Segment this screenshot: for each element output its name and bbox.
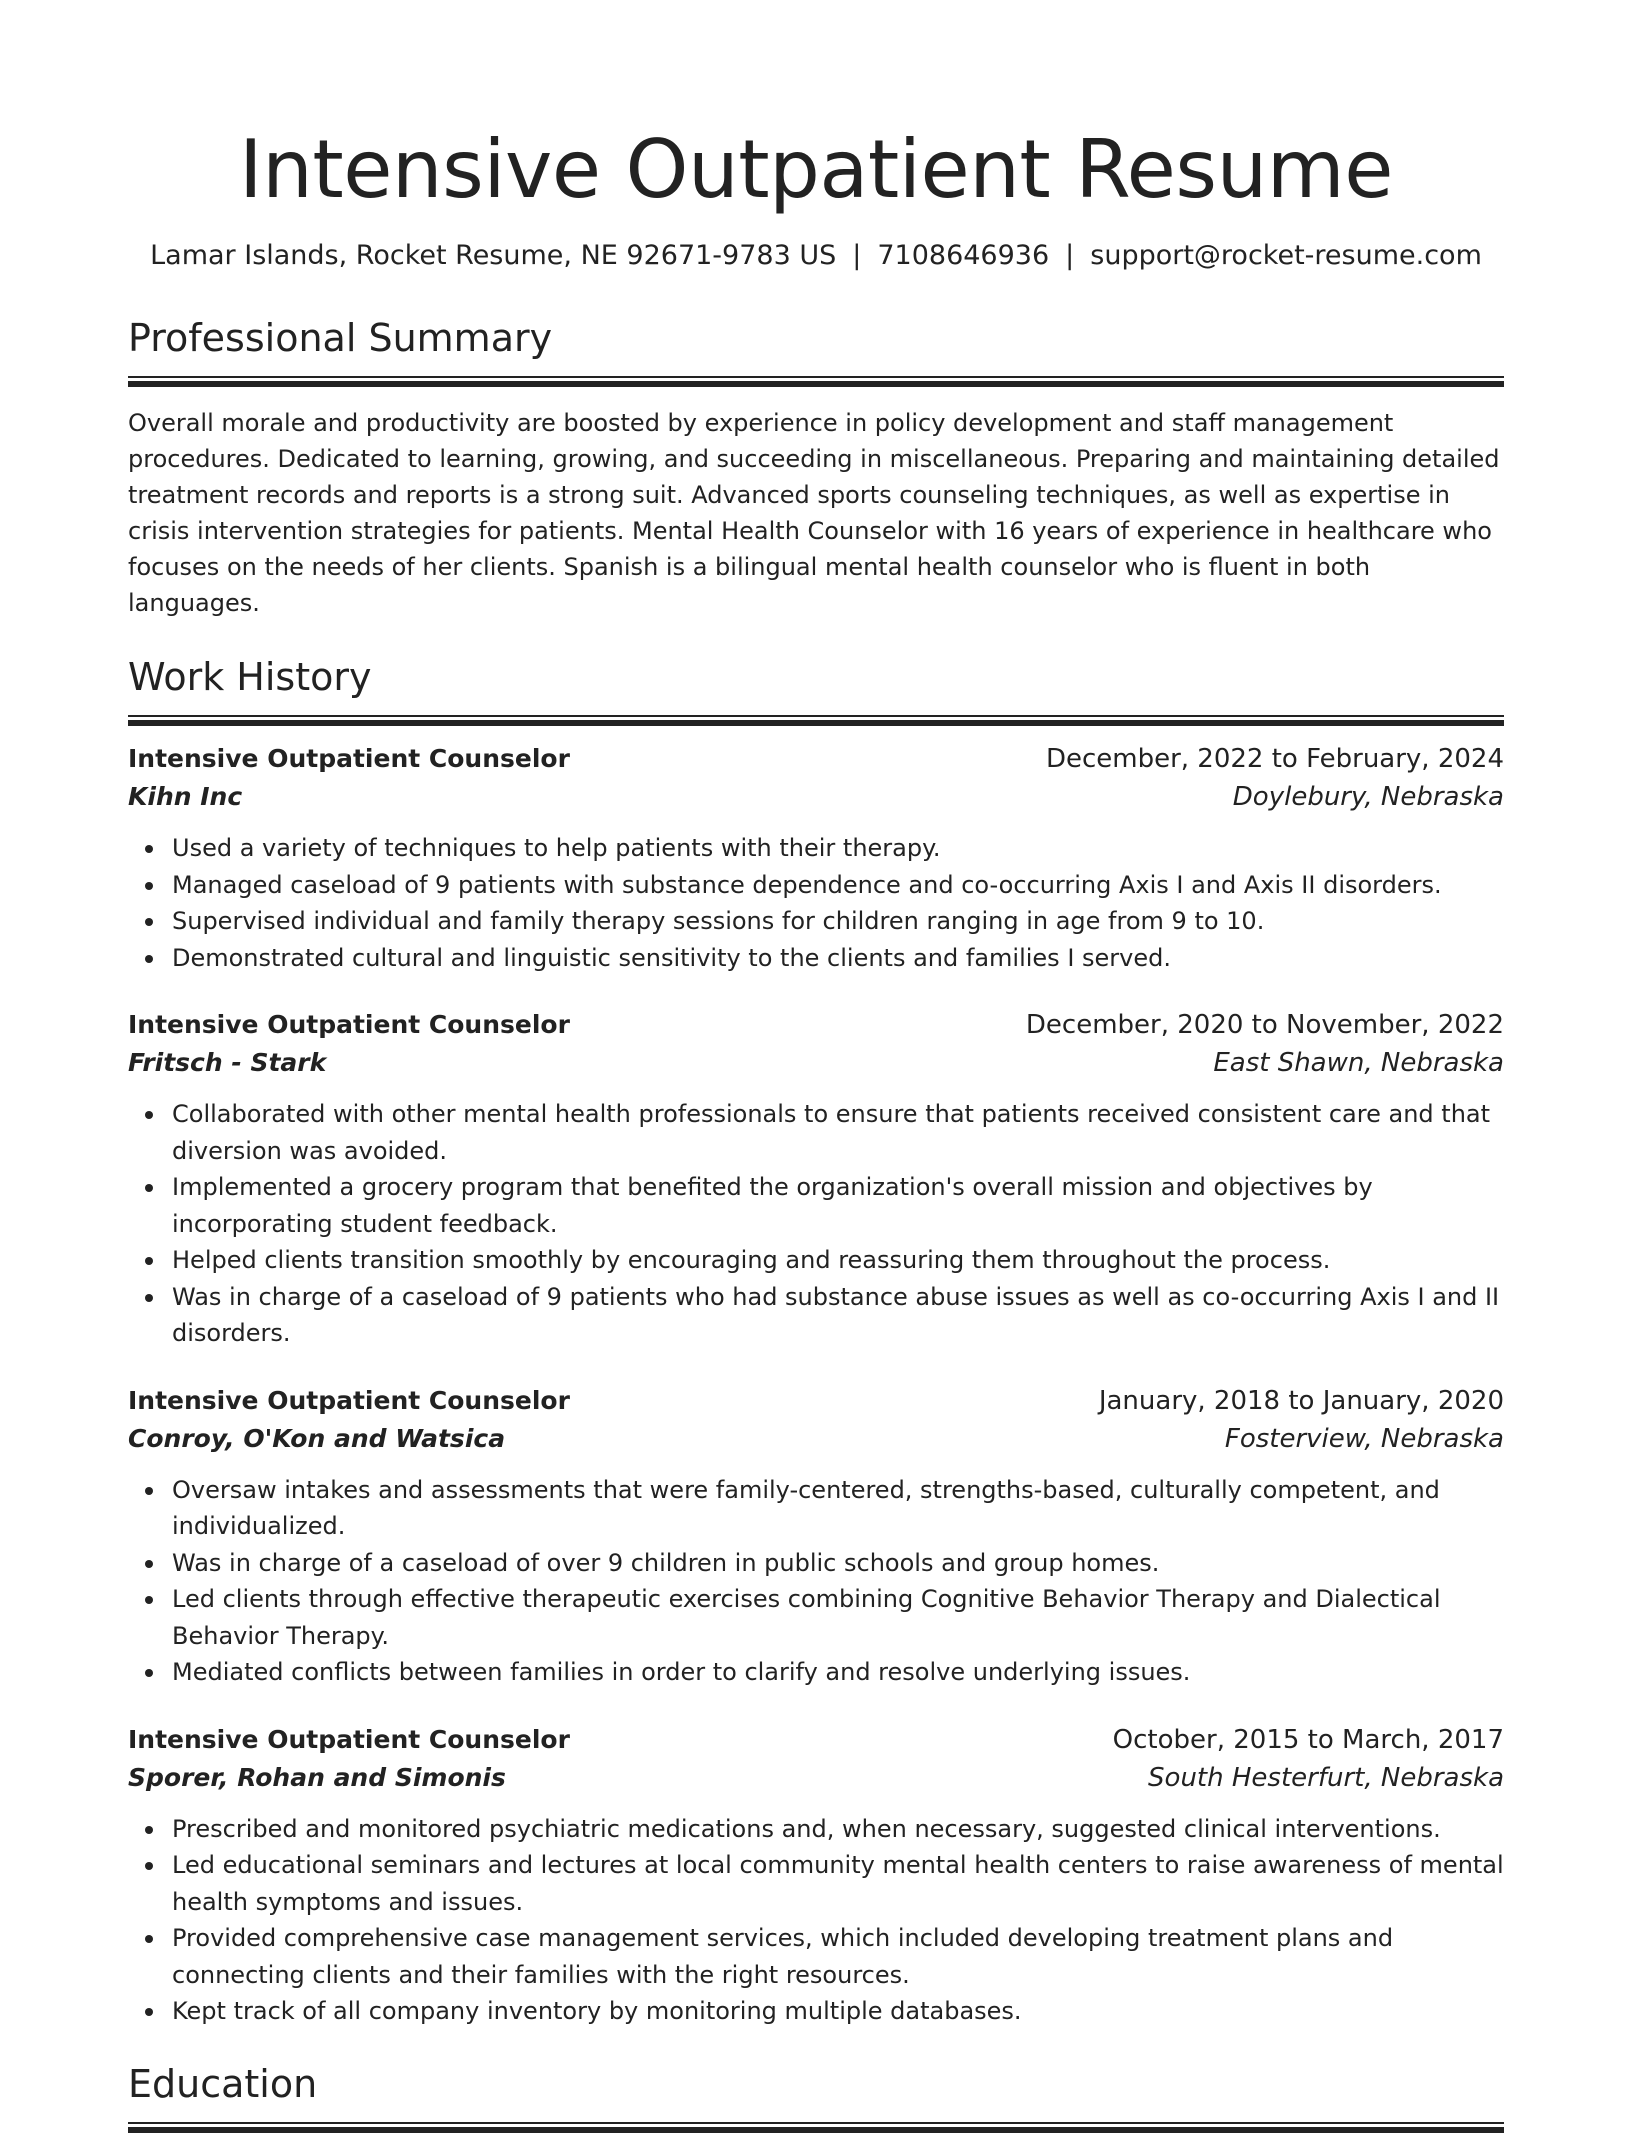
education-section	[128, 2060, 1504, 2133]
job-bullet: Prescribed and monitored psychiatric medications and, when necessary, suggested clinical interventions.	[172, 1811, 1504, 1848]
job-header	[128, 740, 1504, 778]
job-bullet: Used a variety of techniques to help patients with their therapy.	[172, 830, 1504, 867]
contact-line	[128, 238, 1504, 274]
job-bullet: Demonstrated cultural and linguistic sensitivity to the clients and families I served.	[172, 940, 1504, 977]
job-subheader	[128, 1420, 1504, 1458]
job-location: Doylebury, Nebraska	[1232, 782, 1504, 812]
section-divider-thick	[128, 2127, 1504, 2133]
contact-phone: 7108646936	[877, 240, 1050, 271]
job-bullet: Collaborated with other mental health professionals to ensure that patients received consistent care and that diversion was avoided.	[172, 1096, 1504, 1169]
summary-text: Overall morale and productivity are boosted by experience in policy development and staff management procedures. Dedicated to learning, growing, and succeeding in miscellaneous. Preparing and maintaining detailed treatment records and reports is a strong suit. Advanced sports counseling techniques, as well as expertise in crisis intervention strategies for patients. Mental Health Counselor with 16 years of experience in healthcare who focuses on the needs of her clients. Spanish is a bilingual mental health counselor who is fluent in both languages.	[128, 409, 1500, 617]
job-dates: December, 2020 to November, 2022	[1025, 1010, 1504, 1040]
job-bullet: Helped clients transition smoothly by encouraging and reassuring them throughout the process.	[172, 1242, 1504, 1279]
contact-separator: |	[852, 240, 862, 271]
job-entry	[128, 1721, 1504, 2030]
job-subheader	[128, 778, 1504, 816]
job-header	[128, 1721, 1504, 1759]
job-bullets	[128, 830, 1504, 976]
job-company: Kihn Inc	[128, 782, 243, 811]
job-title: Intensive Outpatient Counselor	[128, 1010, 570, 1039]
resume-page	[128, 0, 1504, 2133]
job-company: Sporer, Rohan and Simonis	[128, 1762, 506, 1792]
job-location: South Hesterfurt, Nebraska	[1148, 1762, 1504, 1793]
job-bullets	[128, 1811, 1504, 2030]
contact-address: Lamar Islands, Rocket Resume, NE 92671-9783 US	[150, 240, 837, 271]
section-divider-thick	[128, 720, 1504, 726]
work-history-section	[128, 653, 1504, 2030]
summary-section	[128, 314, 1504, 621]
resume-title: Intensive Outpatient Resume	[239, 123, 1393, 216]
job-dates: October, 2015 to March, 2017	[1112, 1724, 1504, 1755]
job-subheader	[128, 1044, 1504, 1082]
contact-separator: |	[1065, 240, 1075, 271]
section-divider-thick	[128, 381, 1504, 387]
job-company: Conroy, O'Kon and Watsica	[128, 1423, 506, 1453]
job-bullet: Was in charge of a caseload of over 9 children in public schools and group homes.	[172, 1545, 1504, 1582]
job-subheader	[128, 1759, 1504, 1797]
job-location: East Shawn, Nebraska	[1213, 1048, 1504, 1078]
job-title: Intensive Outpatient Counselor	[128, 744, 570, 773]
job-bullet: Provided comprehensive case management services, which included developing treatment plans and connecting clients and their families with the right resources.	[172, 1920, 1504, 1993]
contact-email: support@rocket-resume.com	[1090, 240, 1482, 271]
job-location: Fosterview, Nebraska	[1224, 1423, 1504, 1454]
job-entry	[128, 740, 1504, 976]
job-dates: December, 2022 to February, 2024	[1045, 744, 1504, 774]
job-bullet: Led clients through effective therapeutic exercises combining Cognitive Behavior Therapy and Dialectical Behavior Therapy.	[172, 1581, 1504, 1654]
job-bullet: Led educational seminars and lectures at local community mental health centers to raise awareness of mental health symptoms and issues.	[172, 1847, 1504, 1920]
job-header	[128, 1382, 1504, 1420]
education-heading: Education	[128, 2061, 318, 2106]
job-title: Intensive Outpatient Counselor	[128, 1385, 570, 1415]
job-title: Intensive Outpatient Counselor	[128, 1724, 570, 1754]
job-bullets	[128, 1096, 1504, 1352]
job-bullet: Mediated conflicts between families in order to clarify and resolve underlying issues.	[172, 1654, 1504, 1691]
job-bullet: Supervised individual and family therapy sessions for children ranging in age from 9 to 10.	[172, 903, 1504, 940]
job-bullet: Implemented a grocery program that benefited the organization's overall mission and objectives by incorporating student feedback.	[172, 1169, 1504, 1242]
job-bullet: Oversaw intakes and assessments that were family-centered, strengths-based, culturally competent, and individualized.	[172, 1472, 1504, 1545]
job-entry	[128, 1006, 1504, 1352]
job-bullet: Kept track of all company inventory by monitoring multiple databases.	[172, 1993, 1504, 2030]
job-bullet: Managed caseload of 9 patients with substance dependence and co-occurring Axis I and Axis II disorders.	[172, 867, 1504, 904]
job-bullet: Was in charge of a caseload of 9 patients who had substance abuse issues as well as co-occurring Axis I and II disorders.	[172, 1279, 1504, 1352]
job-header	[128, 1006, 1504, 1044]
job-entry	[128, 1382, 1504, 1691]
job-dates: January, 2018 to January, 2020	[1098, 1385, 1504, 1416]
job-bullets	[128, 1472, 1504, 1691]
summary-heading: Professional Summary	[128, 316, 553, 360]
job-company: Fritsch - Stark	[128, 1048, 327, 1077]
work-history-heading: Work History	[128, 655, 372, 699]
